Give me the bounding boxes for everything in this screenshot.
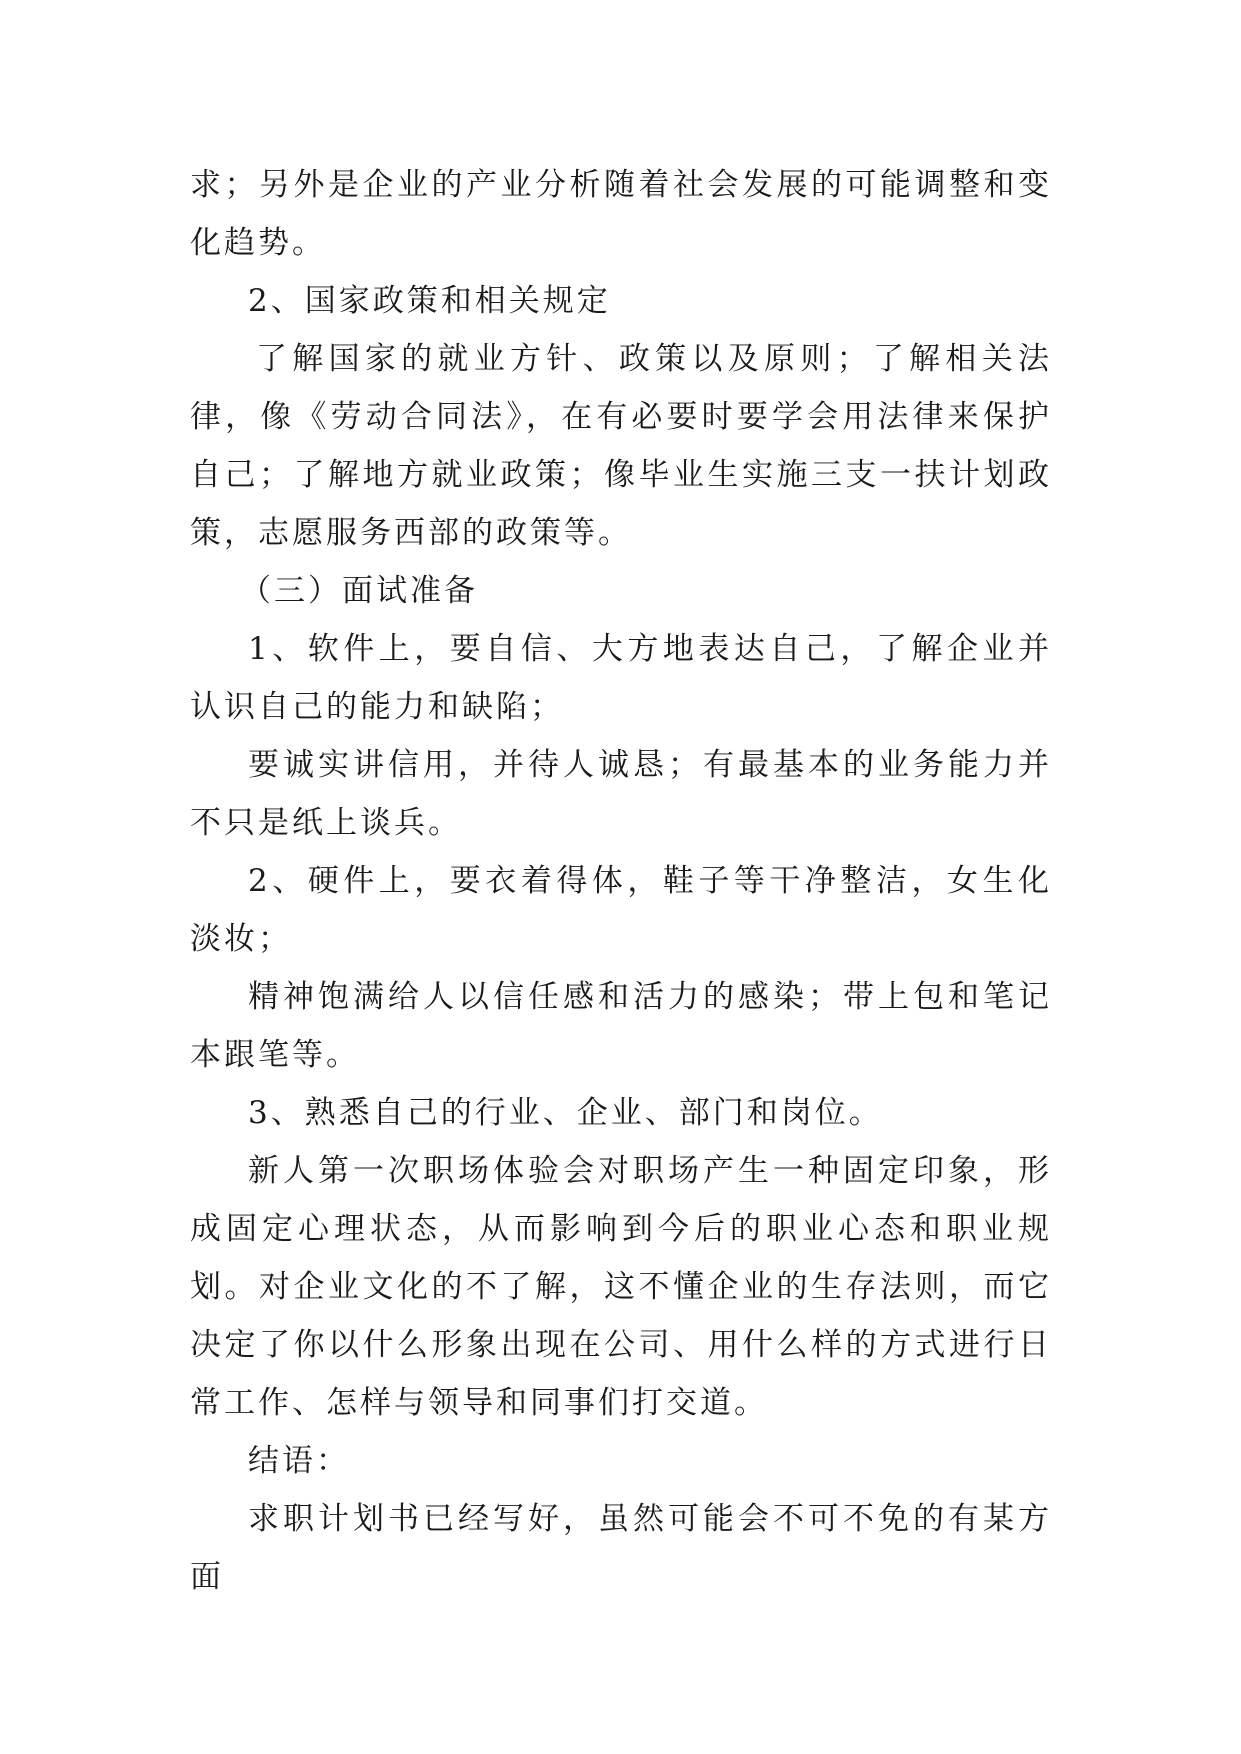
- document-body: [190, 156, 1052, 1606]
- conclusion-heading: 结语：: [248, 1443, 350, 1479]
- paragraph-2-heading: 2、国家政策和相关规定: [248, 283, 611, 319]
- paragraph-8: 精神饱满给人以信任感和活力的感染；带上包和笔记本跟笔等。: [190, 979, 1052, 1073]
- paragraph-3: 了解国家的就业方针、政策以及原则；了解相关法律，像《劳动合同法》，在有必要时要学会用法律来保护自己；了解地方就业政策；像毕业生实施三支一扶计划政策，志愿服务西部的政策等。: [190, 341, 1052, 551]
- paragraph-1: 求；另外是企业的产业分析随着社会发展的可能调整和变化趋势。: [190, 167, 1052, 261]
- paragraph-7: 2、硬件上，要衣着得体，鞋子等干净整洁，女生化淡妆；: [190, 863, 1052, 957]
- paragraph-12: 求职计划书已经写好，虽然可能会不可不免的有某方面: [190, 1501, 1052, 1595]
- paragraph-6: 要诚实讲信用，并待人诚恳；有最基本的业务能力并不只是纸上谈兵。: [190, 747, 1052, 841]
- section-heading-interview-prep: （三）面试准备: [240, 573, 478, 609]
- paragraph-9: 3、熟悉自己的行业、企业、部门和岗位。: [248, 1095, 883, 1131]
- paragraph-5: 1、软件上，要自信、大方地表达自己，了解企业并认识自己的能力和缺陷；: [190, 631, 1052, 725]
- paragraph-10: 新人第一次职场体验会对职场产生一种固定印象，形成固定心理状态，从而影响到今后的职业心态和职业规划。对企业文化的不了解，这不懂企业的生存法则，而它决定了你以什么形象出现在公司、用什么样的方式进行日常工作、怎样与领导和同事们打交道。: [190, 1153, 1052, 1421]
